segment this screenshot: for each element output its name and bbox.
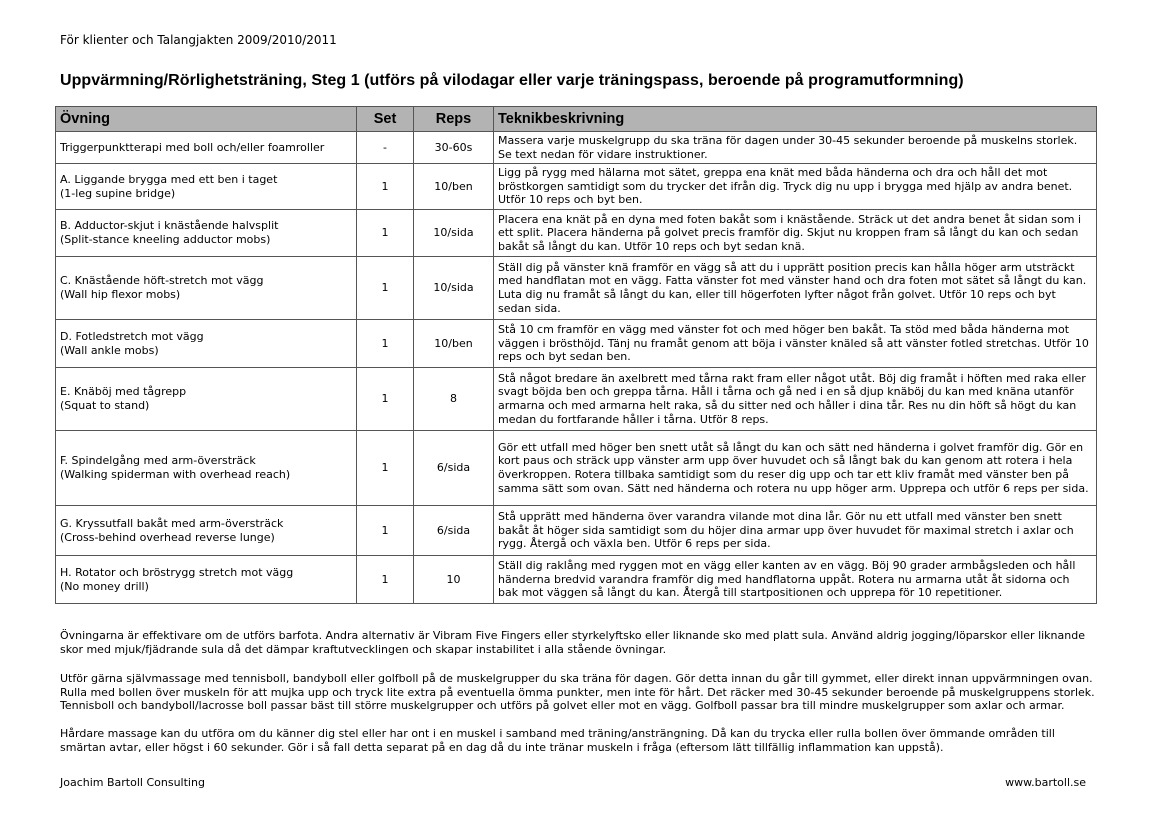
exercise-english-name: (1-leg supine bridge)	[60, 186, 176, 200]
reps-cell: 30-60s	[414, 132, 494, 164]
exercise-name: F. Spindelgång med arm-översträck	[60, 454, 256, 468]
description-cell: Stå 10 cm framför en vägg med vänster fot och med höger ben bakåt. Ta stöd med båda händerna mot väggen i brösthöjd. Tänj nu framåt genom att böja i vänster knäled så att vänster fotled stretchas. Utför 10 reps och byt sedan ben.	[494, 320, 1097, 368]
table-row	[56, 506, 1097, 556]
footwear-note: Övningarna är effektivare om de utförs barfota. Andra alternativ är Vibram Five Fingers eller styrkelyftsko eller liknande sko med platt sula. Använd aldrig jogging/löparskor eller liknande skor med mjuk/fjädrande sula då det dämpar kraftutvecklingen och skapar instabilitet i alla stående övningar.	[60, 629, 1085, 656]
document-header: För klienter och Talangjakten 2009/2010/2011	[60, 33, 337, 47]
table-row	[56, 132, 1097, 164]
description-cell: Stå något bredare än axelbrett med tårna rakt fram eller något utåt. Böj dig framåt i höften med raka eller svagt böjda ben och greppa tårna. Håll i tårna och gå ned i en så djup knäböj du kan med knäna utanför armarna och med armarna helt raka, så du sitter ned och håller i dina tår. Res nu din höft så högt du kan medan du fortfarande håller i tårna. Utför 8 reps.	[494, 368, 1097, 431]
description-cell: Ligg på rygg med hälarna mot sätet, greppa ena knät med båda händerna och dra och håll det mot bröstkorgen samtidigt som du trycker det ifrån dig. Tryck dig nu upp i brygga med hjälp av andra benet. Utför 10 reps och byt ben.	[494, 164, 1097, 210]
description-cell: Gör ett utfall med höger ben snett utåt så långt du kan och sätt ned händerna i golvet framför dig. Gör en kort paus och sträck upp vänster arm upp över huvudet och så långt bak du kan genom att rotera i hela överkroppen. Rotera tillbaka samtidigt som du reser dig upp och tar ett kliv framåt med vänster ben på samma sätt som ovan. Sätt ned händerna och rotera nu upp höger arm. Upprepa och utför 6 reps per sida.	[494, 431, 1097, 506]
set-cell: 1	[357, 431, 414, 506]
massage-note: Utför gärna självmassage med tennisboll, bandyboll eller golfboll på de muskelgrupper du ska träna för dagen. Gör detta innan du går till gymmet, eller direkt innan uppvärmningen ovan. Rulla med bollen över muskeln för att mujka upp och tryck lite extra på eventuella ömma punkter, men inte för hårt. Det räcker med 30-45 sekunder beroende på muskelgruppens storlek. Tennisboll och bandyboll/lacrosse boll passar bäst till större muskelgrupper och utförs på golvet eller mot en vägg. Golfboll passar bra till mindre muskelgrupper som axlar och armar.	[60, 672, 1095, 713]
exercise-name: Triggerpunktterapi med boll och/eller foamroller	[60, 140, 325, 154]
reps-cell: 10/ben	[414, 164, 494, 210]
exercise-cell	[56, 320, 357, 368]
table-row	[56, 320, 1097, 368]
reps-cell: 10	[414, 556, 494, 604]
reps-cell: 10/sida	[414, 210, 494, 257]
exercise-name: G. Kryssutfall bakåt med arm-översträck	[60, 516, 284, 530]
set-cell: -	[357, 132, 414, 164]
exercise-cell	[56, 506, 357, 556]
hard-massage-note: Hårdare massage kan du utföra om du känner dig stel eller har ont i en muskel i samband med träning/ansträngning. Då kan du trycka eller rulla bollen över ömmande områden till smärtan avtar, eller högst i 60 sekunder. Gör i så fall detta separat på en dag då du inte tränar muskeln i fråga (eftersom lätt tillfällig inflammation kan uppstå).	[60, 727, 1055, 754]
set-cell: 1	[357, 210, 414, 257]
footer-company: Joachim Bartoll Consulting	[60, 776, 205, 789]
set-cell: 1	[357, 164, 414, 210]
footer-website: www.bartoll.se	[1005, 776, 1086, 789]
column-header-set: Set	[357, 107, 414, 132]
exercise-english-name: (Squat to stand)	[60, 399, 150, 412]
reps-cell: 6/sida	[414, 431, 494, 506]
exercise-name: D. Fotledstretch mot vägg	[60, 329, 204, 343]
table-row	[56, 257, 1097, 320]
exercise-english-name: (Walking spiderman with overhead reach)	[60, 468, 291, 481]
table-row	[56, 431, 1097, 506]
exercise-cell	[56, 257, 357, 320]
reps-cell: 8	[414, 368, 494, 431]
column-header-description: Teknikbeskrivning	[494, 107, 1097, 132]
column-header-exercise: Övning	[56, 107, 357, 132]
column-header-reps: Reps	[414, 107, 494, 132]
description-cell: Ställ dig på vänster knä framför en vägg så att du i upprätt position precis kan hålla höger arm utsträckt med handflatan mot en vägg. Fatta vänster fot med vänster hand och dra foten mot sätet så långt du kan. Luta dig nu framåt så långt du kan, eller till högerfoten lyfter något från golvet. Utför 10 reps och byt sedan sida.	[494, 257, 1097, 320]
exercise-name: C. Knästående höft-stretch mot vägg	[60, 274, 264, 288]
table-row	[56, 368, 1097, 431]
exercise-cell	[56, 556, 357, 604]
exercise-cell	[56, 132, 357, 164]
set-cell: 1	[357, 368, 414, 431]
set-cell: 1	[357, 556, 414, 604]
exercise-cell	[56, 210, 357, 257]
exercise-cell	[56, 431, 357, 506]
exercise-cell	[56, 368, 357, 431]
exercise-english-name: (No money drill)	[60, 579, 149, 593]
page-title: Uppvärmning/Rörlighetsträning, Steg 1 (utförs på vilodagar eller varje träningspass, beroende på programutformning)	[60, 72, 964, 89]
exercise-name: E. Knäböj med tågrepp	[60, 385, 187, 399]
description-cell: Placera ena knät på en dyna med foten bakåt som i knästående. Sträck ut det andra benet åt sidan som i ett split. Placera händerna på golvet precis framför dig. Skjut nu kroppen fram så långt du kan och sedan bakåt så långt du kan. Utför 10 reps och byt sedan knä.	[494, 210, 1097, 257]
exercise-name: H. Rotator och bröstrygg stretch mot vägg	[60, 565, 294, 579]
reps-cell: 6/sida	[414, 506, 494, 556]
description-cell: Ställ dig raklång med ryggen mot en vägg eller kanten av en vägg. Böj 90 grader armbågsleden och håll händerna bredvid varandra framför dig med handflatorna uppåt. Rotera nu armarna utåt åt sidorna och bak mot väggen så långt du kan. Återgå till startpositionen och upprepa för 10 repetitioner.	[494, 556, 1097, 604]
set-cell: 1	[357, 320, 414, 368]
description-cell: Stå upprätt med händerna över varandra vilande mot dina lår. Gör nu ett utfall med vänster ben snett bakåt åt höger sida samtidigt som du höjer dina armar upp över huvudet för maximal stretch i axlar och rygg. Återgå och växla ben. Utför 6 reps per sida.	[494, 506, 1097, 556]
exercise-cell	[56, 164, 357, 210]
exercise-english-name: (Wall hip flexor mobs)	[60, 288, 181, 301]
description-cell: Massera varje muskelgrupp du ska träna för dagen under 30-45 sekunder beroende på muskelns storlek. Se text nedan för vidare instruktioner.	[494, 132, 1097, 164]
table-row	[56, 164, 1097, 210]
exercise-table	[55, 106, 1097, 604]
table-header-row	[56, 107, 1097, 132]
reps-cell: 10/sida	[414, 257, 494, 320]
exercise-english-name: (Cross-behind overhead reverse lunge)	[60, 530, 275, 544]
exercise-english-name: (Split-stance kneeling adductor mobs)	[60, 233, 271, 246]
table-row	[56, 210, 1097, 257]
exercise-name: B. Adductor-skjut i knästående halvsplit	[60, 219, 279, 233]
set-cell: 1	[357, 257, 414, 320]
set-cell: 1	[357, 506, 414, 556]
exercise-english-name: (Wall ankle mobs)	[60, 343, 159, 357]
table-row	[56, 556, 1097, 604]
reps-cell: 10/ben	[414, 320, 494, 368]
exercise-name: A. Liggande brygga med ett ben i taget	[60, 172, 278, 186]
